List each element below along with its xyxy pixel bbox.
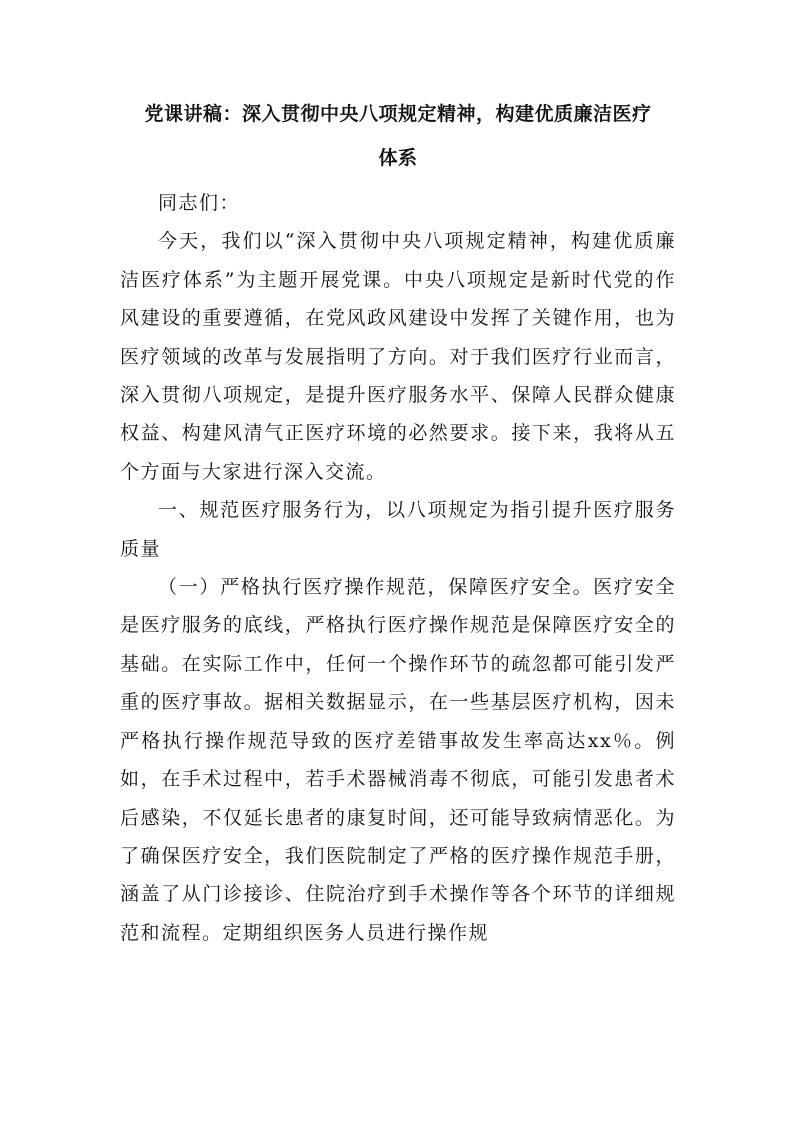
subsection-paragraph-1: （一）严格执行医疗操作规范，保障医疗安全。医疗安全是医疗服务的底线，严格执行医疗操作规范是保障医疗安全的基础。在实际工作中，任何一个操作环节的疏忽都可能引发严重的医疗事故。据相关数据显示，在一些基层医疗机构，因未严格执行操作规范导致的医疗差错事故发生率高达xx％。例如，在手术过程中，若手术器械消毒不彻底，可能引发患者术后感染，不仅延长患者的康复时间，还可能导致病情恶化。为了确保医疗安全，我们医院制定了严格的医疗操作规范手册，涵盖了从门诊接诊、住院治疗到手术操作等各个环节的详细规范和流程。定期组织医务人员进行操作规 xyxy=(120,576,676,944)
document-title xyxy=(120,92,676,180)
title-line-2: 体系 xyxy=(378,147,418,169)
title-line-1: 党课讲稿：深入贯彻中央八项规定精神，构建优质廉洁医疗 xyxy=(144,103,652,125)
intro-paragraph: 今天，我们以“深入贯彻中央八项规定精神，构建优质廉洁医疗体系”为主题开展党课。中央八项规定是新时代党的作风建设的重要遵循，在党风政风建设中发挥了关键作用，也为医疗领域的改革与发展指明了方向。对于我们医疗行业而言，深入贯彻八项规定，是提升医疗服务水平、保障人民群众健康权益、构建风清气正医疗环境的必然要求。接下来，我将从五个方面与大家进行深入交流。 xyxy=(120,230,676,483)
section-heading-1: 一、规范医疗服务行为，以八项规定为指引提升医疗服务质量 xyxy=(120,499,676,560)
document-body xyxy=(120,92,676,952)
greeting: 同志们： xyxy=(158,192,241,214)
